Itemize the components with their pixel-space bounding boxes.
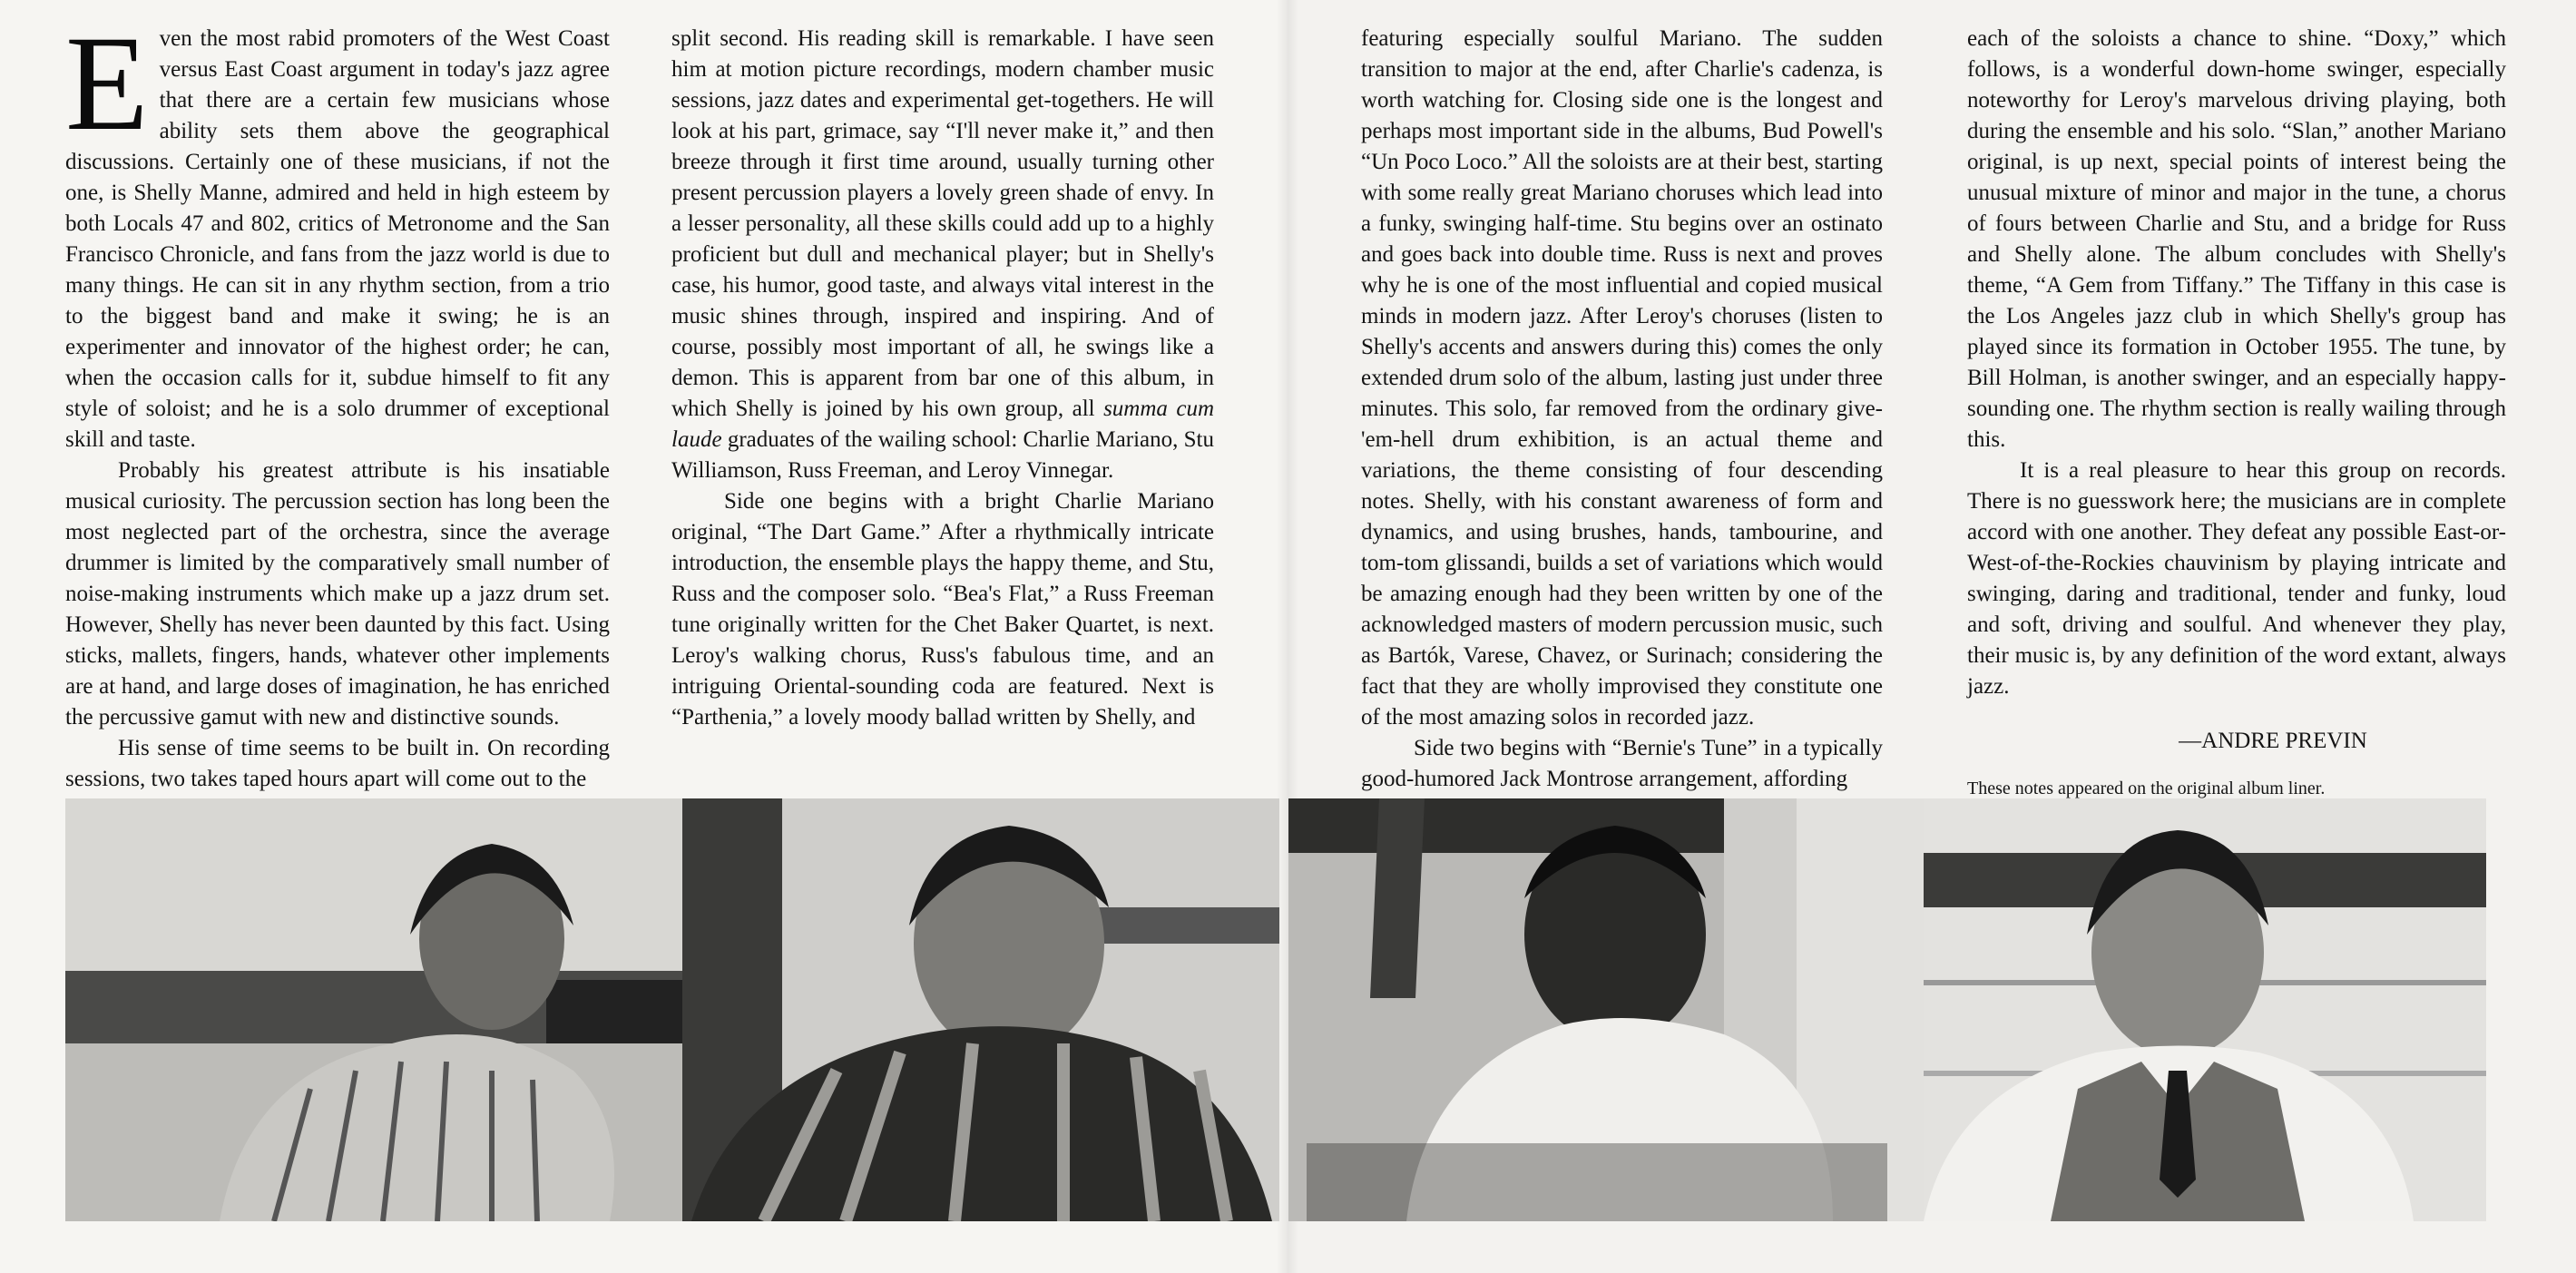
musician-photo-icon <box>682 798 1279 1221</box>
paragraph-text: ven the most rabid promoters of the West Coast versus East Coast argument in today's jazz agree that there are a certain few musicians whose ability sets them above the geographical discussions. Certainly one of these musicians, if not the one, is Shelly Manne, admired and held in high esteem by both Locals 47 and 802, critics of Metronome and the San Francisco Chronicle, and fans from the jazz world is due to many things. He can sit in any rhythm section, from a trio to the biggest band and make it swing; he is an experimenter and innovator of the highest order; he can, when the occasion calls for it, subdue himself to fit any style of soloist; and he is a solo drummer of exceptional skill and taste. <box>65 26 610 452</box>
paragraph-text: graduates of the wailing school: Charlie Mariano, Stu Williamson, Russ Freeman, and Leroy Vinnegar. <box>671 427 1214 483</box>
musician-photo-3 <box>1288 798 1924 1221</box>
paragraph: It is a real pleasure to hear this group on records. There is no guesswork here; the musicians are in complete accord with one another. They defeat any possible East-or-West-of-the-Rockies chauvinism by playing intricate and swinging, daring and traditional, tender and funky, loud and soft, driving and soulful. And whenever they play, their music is, by any definition of the word extant, always jazz. <box>1967 458 2506 699</box>
musician-photo-2 <box>682 798 1279 1221</box>
text-column-1 <box>65 8 610 795</box>
musician-photo-icon <box>1924 798 2486 1221</box>
author-signature: —ANDRE PREVIN <box>2179 729 2367 753</box>
musician-photo-icon <box>1288 798 1924 1221</box>
paragraph: Side two begins with “Bernie's Tune” in a typically good-humored Jack Montrose arrangement, affording <box>1361 736 1883 791</box>
paragraph: His sense of time seems to be built in. On recording sessions, two takes taped hours apart will come out to the <box>65 736 610 791</box>
paragraph: each of the soloists a chance to shine. “Doxy,” which follows, is a wonderful down-home swinger, especially noteworthy for Leroy's marvelous driving playing, both during the ensemble and his solo. “Slan,” another Mariano original, is up next, special points of interest being the unusual mixture of minor and major in the tune, a chorus of fours between Charlie and Stu, and a bridge for Russ and Shelly alone. The album concludes with Shelly's theme, “A Gem from Tiffany.” The Tiffany in this case is the Los Angeles jazz club in which Shelly's group has played since its formation in October 1955. The tune, by Bill Holman, is another swinger, and an especially happy-sounding one. The rhythm section is really wailing through this. <box>1967 26 2506 452</box>
paragraph: Side one begins with a bright Charlie Mariano original, “The Dart Game.” After a rhythmically intricate introduction, the ensemble plays the happy theme, and Stu, Russ and the composer solo. “Bea's Flat,” a Russ Freeman tune originally written for the Chet Baker Quartet, is next. Leroy's walking chorus, Russ's fabulous time, and an intriguing Oriental-sounding coda are featured. Next is “Parthenia,” a lovely moody ballad written by Shelly, and <box>671 489 1214 730</box>
musician-photo-4 <box>1924 798 2486 1221</box>
musician-photo-icon <box>65 798 682 1221</box>
paragraph-text: split second. His reading skill is remarkable. I have seen him at motion picture recordings, modern chamber music sessions, jazz dates and experimental get-togethers. He will look at his part, grimace, say “I'll never make it,” and then breeze through it first time around, usually turning other present percussion players a lovely green shade of envy. In a lesser personality, all these skills could add up to a highly proficient but dull and mechanical player; but in Shelly's case, his humor, good taste, and always vital interest in the music shines through, inspired and inspiring. And of course, possibly most important of all, he swings like a demon. This is apparent from bar one of this album, in which Shelly is joined by his own group, all <box>671 26 1214 421</box>
text-column-3 <box>1361 24 1883 795</box>
paragraph <box>671 24 1214 486</box>
musician-photo-1 <box>65 798 682 1221</box>
drop-cap: E <box>65 8 149 159</box>
paragraph: featuring especially soulful Mariano. The sudden transition to major at the end, after Charlie's cadenza, is worth watching for. Closing side one is the longest and perhaps most important side in the albums, Bud Powell's “Un Poco Loco.” All the soloists are at their best, starting with some really great Mariano choruses which lead into a funky, swinging half-time. Stu begins over an ostinato and goes back into double time. Russ is next and proves why he is one of the most influential and copied musical minds in modern jazz. After Leroy's choruses (listen to Shelly's accents and answers during this) comes the only extended drum solo of the album, lasting just under three minutes. This solo, far removed from the ordinary give-'em-hell drum exhibition, is an actual theme and variations, the theme consisting of four descending notes. Shelly, with his constant awareness of form and dynamics, and using brushes, hands, tambourine, and tom-tom glissandi, builds a set of variations which would be amazing enough had they been written by one of the acknowledged masters of modern percussion music, such as Bartók, Varese, Chavez, or Surinach; considering the fact that they are wholly improvised they constitute one of the most amazing solos in recorded jazz. <box>1361 26 1883 730</box>
text-column-2 <box>671 24 1214 733</box>
paragraph <box>65 8 610 455</box>
text-column-4 <box>1967 24 2506 800</box>
liner-notes-credit: These notes appeared on the original album liner. <box>1967 778 2326 798</box>
paragraph: Probably his greatest attribute is his insatiable musical curiosity. The percussion section has long been the most neglected part of the orchestra, since the average drummer is limited by the comparatively small number of noise-making instruments which make up a jazz drum set. However, Shelly has never been daunted by this fact. Using sticks, mallets, fingers, hands, whatever other implements are at hand, and large doses of imagination, he has enriched the percussive gamut with new and distinctive sounds. <box>65 458 610 730</box>
italic-phrase: summa cum laude <box>671 397 1215 452</box>
